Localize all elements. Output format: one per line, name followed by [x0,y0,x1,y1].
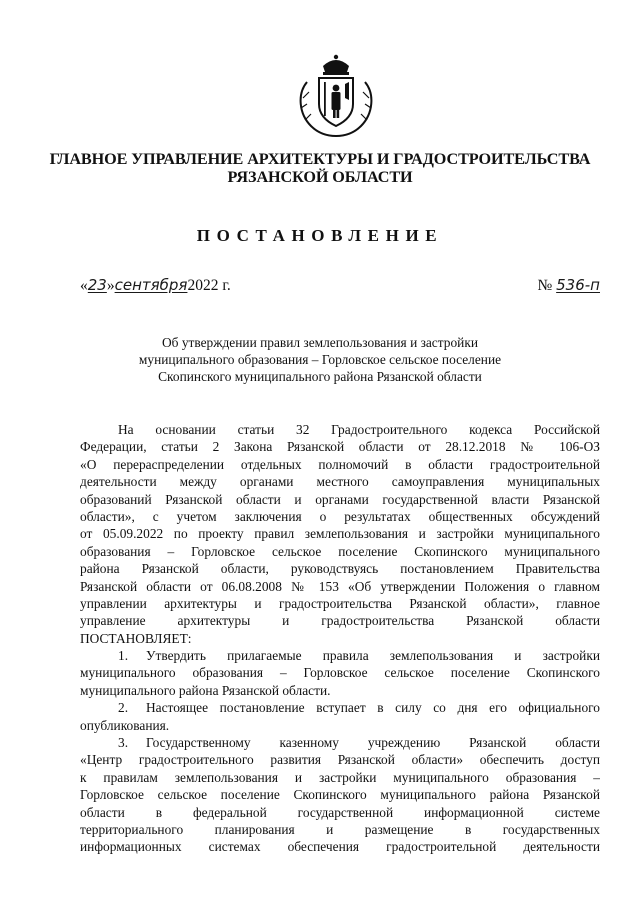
item-2-first-line [80,699,600,716]
item-2-line: опубликования. [80,717,170,733]
organization-name-line-1: ГЛАВНОЕ УПРАВЛЕНИЕ АРХИТЕКТУРЫ И ГРАДОСТРОИТЕЛЬСТВА [49,150,591,168]
preamble-line: образований Рязанской области и органами государственной власти Рязанской [80,491,600,507]
preamble-line: Федерации, статьи 2 Закона Рязанской области от 28.12.2018 № 106-ОЗ [80,439,600,455]
item-number: 2. [118,700,129,716]
document-body [80,421,600,856]
item-1-first-line [80,647,600,664]
organization-name-line-2: РЯЗАНСКОЙ ОБЛАСТИ [227,168,413,186]
preamble-line: образования – Горловское сельское поселение Скопинского муниципального [80,543,600,559]
preamble-line: управлении архитектуры и градостроительства Рязанской области», главное [80,595,600,611]
item-text: Настоящее постановление вступает в силу со дня его официального [146,700,600,716]
item-3-line: Горловское сельское поселение Скопинского муниципального района Рязанской [80,787,600,803]
date-year: 2022 г. [187,277,231,294]
subject-line: муниципального образования – Горловское сельское поселение [138,352,502,367]
date-day: 23 [87,276,107,294]
preamble-line: от 05.09.2022 по проекту правил землепользования и застройки муниципального [80,526,600,542]
preamble-line: На основании статьи 32 Градостроительного кодекса Российской [118,422,600,437]
subject-line: Скопинского муниципального района Рязанской области [158,369,482,384]
item-3-line: территориального планирования и размещение в государственных [80,821,600,837]
document-date [80,276,231,295]
preamble-line: «О перераспределении отдельных полномочий в области градостроительной [80,456,600,472]
item-number: 3. [118,735,129,751]
preamble-line: района Рязанской области, руководствуясь постановлением Правительства [80,561,600,577]
item-text: Утвердить прилагаемые правила землепользования и застройки [146,648,600,664]
item-text: Государственному казенному учреждению Рязанской области [146,735,600,751]
date-month: сентября [114,276,188,294]
date-close-quote: » [106,277,115,294]
preamble-line: управление архитектуры и градостроительства Рязанской области [80,613,600,629]
item-1-line: муниципального района Рязанской области. [80,682,331,698]
subject-line: Об утверждении правил землепользования и застройки [161,335,478,350]
document-type-title: ПОСТАНОВЛЕНИЕ [196,226,444,245]
item-3-line: «Центр градостроительного развития Рязанской области» обеспечить доступ [80,752,600,768]
item-1-line: муниципального образования – Горловское сельское поселение Скопинского [80,665,600,681]
preamble-line: области», с учетом заключения о результатах общественных обсуждений [80,508,600,524]
document-number [537,276,600,295]
number-prefix: № [537,277,553,294]
preamble-line: Рязанской области от 06.08.2008 № 153 «Об утверждении Положения о главном [80,578,600,594]
date-open-quote: « [80,277,88,294]
document-subject [0,334,640,385]
item-3-line: информационных системах обеспечения градостроительной деятельности [80,839,600,855]
item-3-line: области в федеральной государственной информационной системе [80,804,600,820]
coat-of-arms-icon [293,52,379,138]
item-3-first-line [80,734,600,751]
number-value: 536-п [556,276,600,294]
preamble-line: деятельности между органами местного самоуправления муниципальных [80,474,600,490]
item-number: 1. [118,648,129,664]
decree-word: ПОСТАНОВЛЯЕТ: [80,630,192,646]
item-3-line: к правилам землепользования и застройки муниципального образования – [80,769,600,785]
